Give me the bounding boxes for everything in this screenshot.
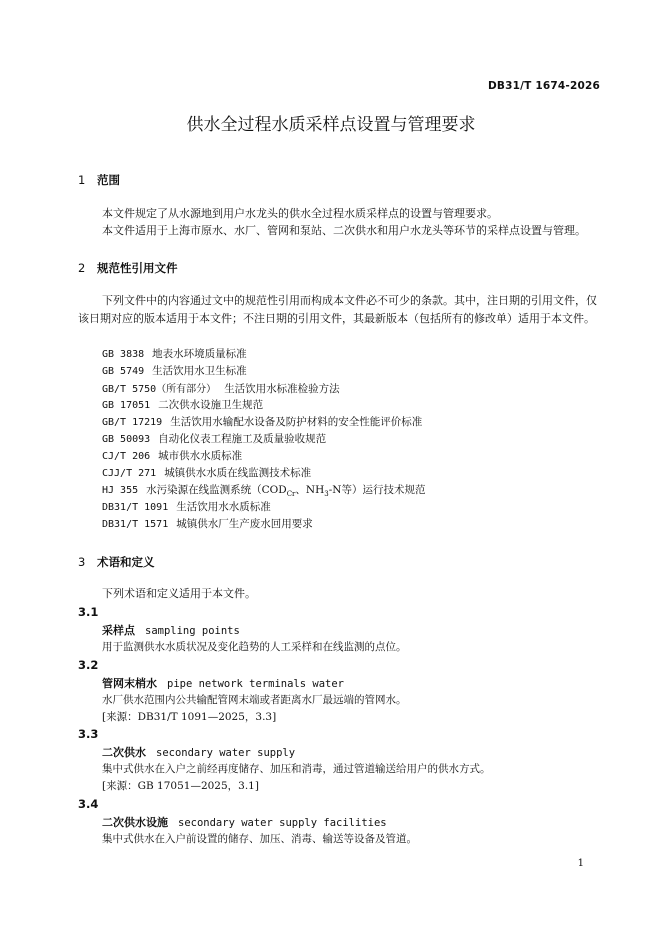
references-intro: 下列文件中的内容通过文中的规范性引用而构成本文件必不可少的条款。其中，注日期的引用文件，仅该日期对应的版本适用于本文件；不注日期的引用文件，其最新版本（包括所有的修改单）适用于本文件。 [78,294,597,325]
term-name: 二次供水设施 secondary water supply facilities [102,816,387,829]
term-name: 二次供水 secondary water supply [102,746,296,759]
term-definition: 用于监测供水水质状况及变化趋势的人工采样和在线监测的点位。 [102,641,407,653]
reference-item: GB 17051 二次供水设施卫生规范 [102,399,264,411]
section-heading-scope [78,172,120,188]
term-name: 管网末梢水 pipe network terminals water [102,677,345,690]
section-title: 规范性引用文件 [97,261,178,275]
scope-paragraph-1: 本文件规定了从水源地到用户水龙头的供水全过程水质采样点的设置与管理要求。 [102,207,498,220]
page-number: 1 [577,858,584,869]
reference-item: GB 3838 地表水环境质量标准 [102,348,247,360]
section-number: 3 [78,555,86,569]
section-number: 1 [78,173,86,187]
term-number: 3.2 [78,658,99,672]
term-number: 3.4 [78,797,99,811]
reference-item: GB/T 17219 生活饮用水输配水设备及防护材料的安全性能评价标准 [102,416,423,428]
section-title: 范围 [97,173,120,187]
term-number: 3.1 [78,605,99,619]
term-english: sampling points [145,625,240,637]
term-source: [来源：DB31/T 1091—2025，3.3] [102,711,277,723]
term-source: [来源：GB 17051—2025，3.1] [102,780,259,792]
term-name: 采样点 sampling points [102,624,240,637]
reference-item: GB/T 5750（所有部分） 生活饮用水标准检验方法 [102,383,340,395]
reference-item: GB 5749 生活饮用水卫生标准 [102,365,247,377]
section-title: 术语和定义 [97,555,155,569]
reference-item: DB31/T 1571 城镇供水厂生产废水回用要求 [102,518,313,530]
term-definition: 集中式供水在入户之前经再度储存、加压和消毒，通过管道输送给用户的供水方式。 [102,763,491,775]
reference-item: CJ/T 206 城市供水水质标准 [102,450,243,462]
reference-item: GB 50093 自动化仪表工程施工及质量验收规范 [102,433,327,445]
scope-paragraph-2: 本文件适用于上海市原水、水厂、管网和泵站、二次供水和用户水龙头等环节的采样点设置与管理。 [102,224,586,237]
document-title: 供水全过程水质采样点设置与管理要求 [186,115,476,135]
section-heading-terms-definitions [78,554,155,570]
term-definition: 水厂供水范围内公共输配管网末端或者距离水厂最远端的管网水。 [102,694,407,706]
section-number: 2 [78,261,86,275]
section-heading-normative-references [78,260,178,276]
standard-code: DB31/T 1674-2026 [488,80,600,92]
terms-intro: 下列术语和定义适用于本文件。 [102,587,256,600]
reference-item: HJ 355 水污染源在线监测系统（$COD_{Cr}$、$NH_3-N$等）运行技术规范 [102,484,426,499]
term-definition: 集中式供水在入户前设置的储存、加压、消毒、输送等设备及管道。 [102,833,417,845]
term-number: 3.3 [78,727,99,741]
reference-item: CJJ/T 271 城镇供水水质在线监测技术标准 [102,467,312,479]
term-english: pipe network terminals water [167,678,345,690]
reference-item: DB31/T 1091 生活饮用水水质标准 [102,501,271,513]
term-english: secondary water supply [156,747,296,759]
term-english: secondary water supply facilities [178,817,387,829]
